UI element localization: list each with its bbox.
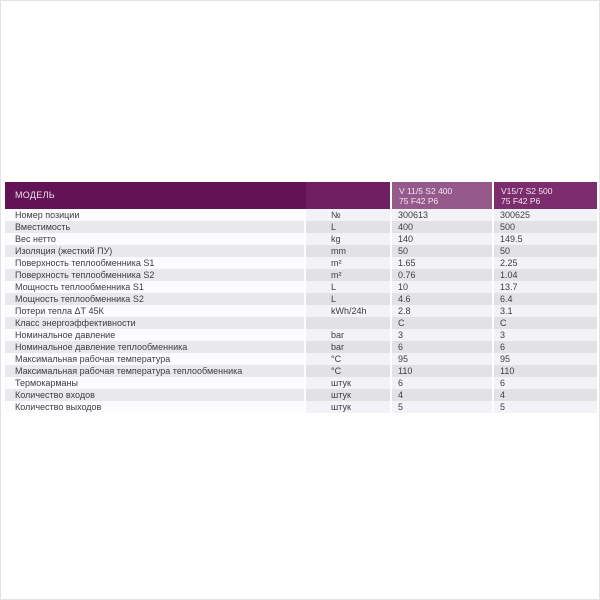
table-row (5, 281, 597, 293)
spec-value-model2: 95 (494, 353, 597, 365)
spec-value-model1: 4 (392, 389, 492, 401)
header-units-spacer (306, 182, 390, 209)
spec-label: Номер позиции (5, 209, 304, 221)
table-header-row (5, 182, 597, 209)
spec-label: Номинальное давление (5, 329, 304, 341)
spec-unit: m² (306, 269, 390, 281)
table-row (5, 221, 597, 233)
spec-value-model1: 300613 (392, 209, 492, 221)
spec-value-model2: 6.4 (494, 293, 597, 305)
spec-value-model1: 6 (392, 377, 492, 389)
spec-label: Термокарманы (5, 377, 304, 389)
table-row (5, 257, 597, 269)
spec-unit: bar (306, 329, 390, 341)
spec-label: Вместимость (5, 221, 304, 233)
spec-unit: № (306, 209, 390, 221)
spec-value-model2: 149.5 (494, 233, 597, 245)
table-row (5, 305, 597, 317)
spec-unit: m² (306, 257, 390, 269)
spec-unit: °C (306, 353, 390, 365)
spec-unit: L (306, 221, 390, 233)
spec-label: Мощность теплообменника S1 (5, 281, 304, 293)
spec-label: Вес нетто (5, 233, 304, 245)
spec-value-model1: 1.65 (392, 257, 492, 269)
table-row (5, 377, 597, 389)
spec-value-model2: 6 (494, 377, 597, 389)
spec-label: Класс энергоэффективности (5, 317, 304, 329)
spec-value-model1: 3 (392, 329, 492, 341)
spec-value-model2: 4 (494, 389, 597, 401)
spec-label: Потери тепла ΔТ 45К (5, 305, 304, 317)
spec-value-model1: 10 (392, 281, 492, 293)
spec-unit: L (306, 281, 390, 293)
spec-value-model1: 400 (392, 221, 492, 233)
spec-value-model1: 95 (392, 353, 492, 365)
table-row (5, 401, 597, 413)
spec-value-model2: 3 (494, 329, 597, 341)
spec-label: Поверхность теплообменника S1 (5, 257, 304, 269)
table-row (5, 389, 597, 401)
spec-value-model1: 140 (392, 233, 492, 245)
spec-table (5, 182, 597, 413)
spec-unit: mm (306, 245, 390, 257)
spec-value-model2: 2.25 (494, 257, 597, 269)
spec-unit: L (306, 293, 390, 305)
spec-unit: °C (306, 365, 390, 377)
spec-value-model1: 0.76 (392, 269, 492, 281)
header-model-1 (392, 182, 492, 209)
header-model-2 (494, 182, 597, 209)
spec-value-model2: 5 (494, 401, 597, 413)
table-row (5, 353, 597, 365)
spec-label: Максимальная рабочая температура (5, 353, 304, 365)
spec-unit (306, 317, 390, 329)
spec-value-model1: 5 (392, 401, 492, 413)
model-2-variant: 75 F42 P6 (501, 196, 541, 206)
spec-label: Поверхность теплообменника S2 (5, 269, 304, 281)
spec-value-model2: 110 (494, 365, 597, 377)
spec-value-model2: 500 (494, 221, 597, 233)
spec-value-model1: 110 (392, 365, 492, 377)
table-row (5, 329, 597, 341)
spec-unit: штук (306, 401, 390, 413)
spec-value-model1: 4.6 (392, 293, 492, 305)
table-row (5, 317, 597, 329)
spec-value-model2: 3.1 (494, 305, 597, 317)
spec-value-model2: 6 (494, 341, 597, 353)
table-row (5, 233, 597, 245)
spec-label: Максимальная рабочая температура теплообменника (5, 365, 304, 377)
spec-value-model1: 6 (392, 341, 492, 353)
model-2-name: V15/7 S2 500 (501, 185, 553, 196)
model-1-name: V 11/5 S2 400 (399, 185, 453, 196)
spec-unit: kg (306, 233, 390, 245)
table-row (5, 245, 597, 257)
spec-unit: штук (306, 389, 390, 401)
spec-value-model2: 1.04 (494, 269, 597, 281)
spec-unit: bar (306, 341, 390, 353)
table-row (5, 341, 597, 353)
spec-value-model1: 2.8 (392, 305, 492, 317)
table-row (5, 209, 597, 221)
spec-unit: штук (306, 377, 390, 389)
spec-label: Мощность теплообменника S2 (5, 293, 304, 305)
spec-value-model2: C (494, 317, 597, 329)
header-model-label: МОДЕЛЬ (5, 182, 306, 209)
spec-label: Изоляция (жесткий ПУ) (5, 245, 304, 257)
spec-value-model2: 13.7 (494, 281, 597, 293)
spec-value-model2: 50 (494, 245, 597, 257)
model-1-variant: 75 F42 P6 (399, 196, 439, 206)
spec-label: Номинальное давление теплообменника (5, 341, 304, 353)
table-row (5, 293, 597, 305)
spec-unit: kWh/24h (306, 305, 390, 317)
spec-value-model1: C (392, 317, 492, 329)
spec-label: Количество выходов (5, 401, 304, 413)
spec-value-model1: 50 (392, 245, 492, 257)
spec-value-model2: 300625 (494, 209, 597, 221)
table-row (5, 269, 597, 281)
spec-label: Количество входов (5, 389, 304, 401)
table-row (5, 365, 597, 377)
